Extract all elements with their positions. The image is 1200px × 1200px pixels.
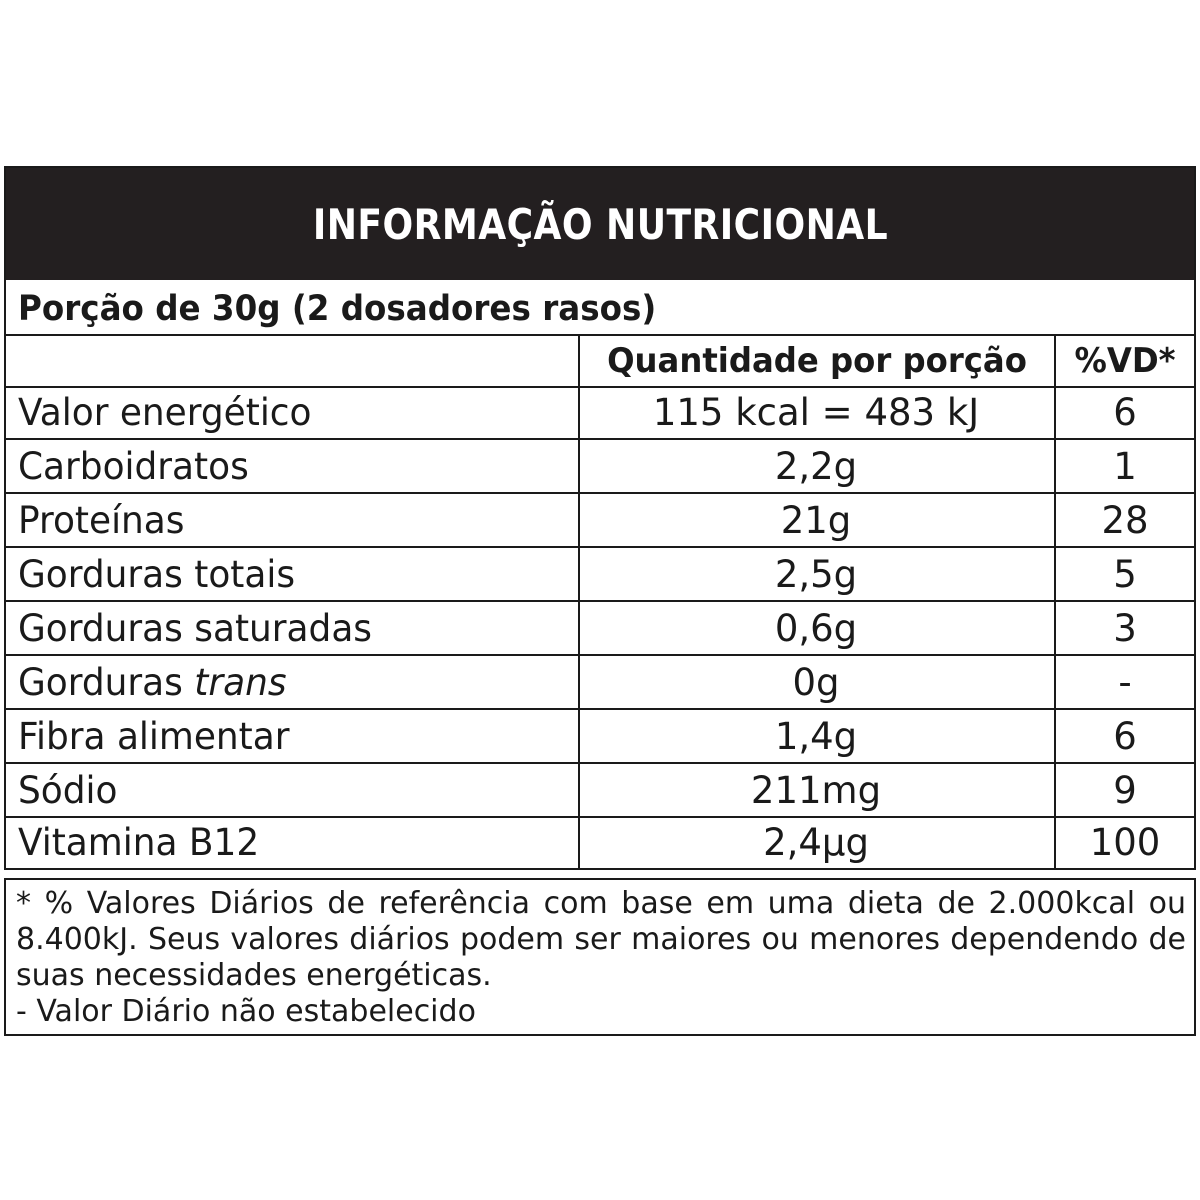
nutrient-daily-value: 9 [1113,769,1137,812]
portion-size: Porção de 30g (2 dosadores rasos) [18,289,657,329]
nutrient-daily-value: 3 [1113,607,1137,650]
label-title: INFORMAÇÃO NUTRICIONAL [312,199,888,249]
nutrient-name: Gorduras saturadas [18,607,373,650]
nutrient-daily-value: 1 [1113,445,1137,488]
nutrient-name [18,656,287,710]
nutrient-name: Proteínas [18,499,185,542]
nutrient-daily-value: - [1118,661,1132,704]
nutrient-name-prefix: Gorduras [18,661,195,704]
nutrient-quantity: 2,4µg [763,821,869,864]
nutrient-quantity: 0g [792,661,840,704]
column-header-quantity: Quantidade por porção [607,341,1027,381]
footnote-box [4,878,1196,1036]
nutrient-name: Fibra alimentar [18,715,290,758]
nutrient-daily-value: 100 [1089,821,1161,864]
title-bar [6,168,1194,280]
nutrient-daily-value: 28 [1101,499,1149,542]
nutrient-quantity: 2,2g [774,445,858,488]
nutrient-quantity: 115 kcal = 483 kJ [652,391,980,434]
nutrient-daily-value: 6 [1113,715,1137,758]
nutrient-name: Gorduras totais [18,553,296,596]
footnote-text: * % Valores Diários de referência com base em uma dieta de 2.000kcal ou 8.400kJ. Seus valores diários podem ser maiores ou menores dependendo de suas necessidades energéticas. [16,886,1186,993]
nutrition-table [4,166,1196,870]
nutrient-quantity: 0,6g [774,607,858,650]
nutrient-name: Vitamina B12 [18,821,260,864]
footnote-not-established: - Valor Diário não estabelecido [16,994,476,1029]
nutrient-quantity: 21g [780,499,852,542]
nutrient-name: Valor energético [18,391,312,434]
column-header-daily-value: %VD* [1074,341,1176,381]
nutrient-name: Sódio [18,769,118,812]
nutrient-quantity: 1,4g [774,715,858,758]
nutrient-quantity: 2,5g [774,553,858,596]
nutrient-daily-value: 5 [1113,553,1137,596]
nutrient-name: Carboidratos [18,445,249,488]
nutrition-facts-label [4,166,1196,1034]
nutrient-daily-value: 6 [1113,391,1137,434]
nutrient-quantity: 211mg [750,769,882,812]
nutrient-name-italic: trans [194,661,287,704]
